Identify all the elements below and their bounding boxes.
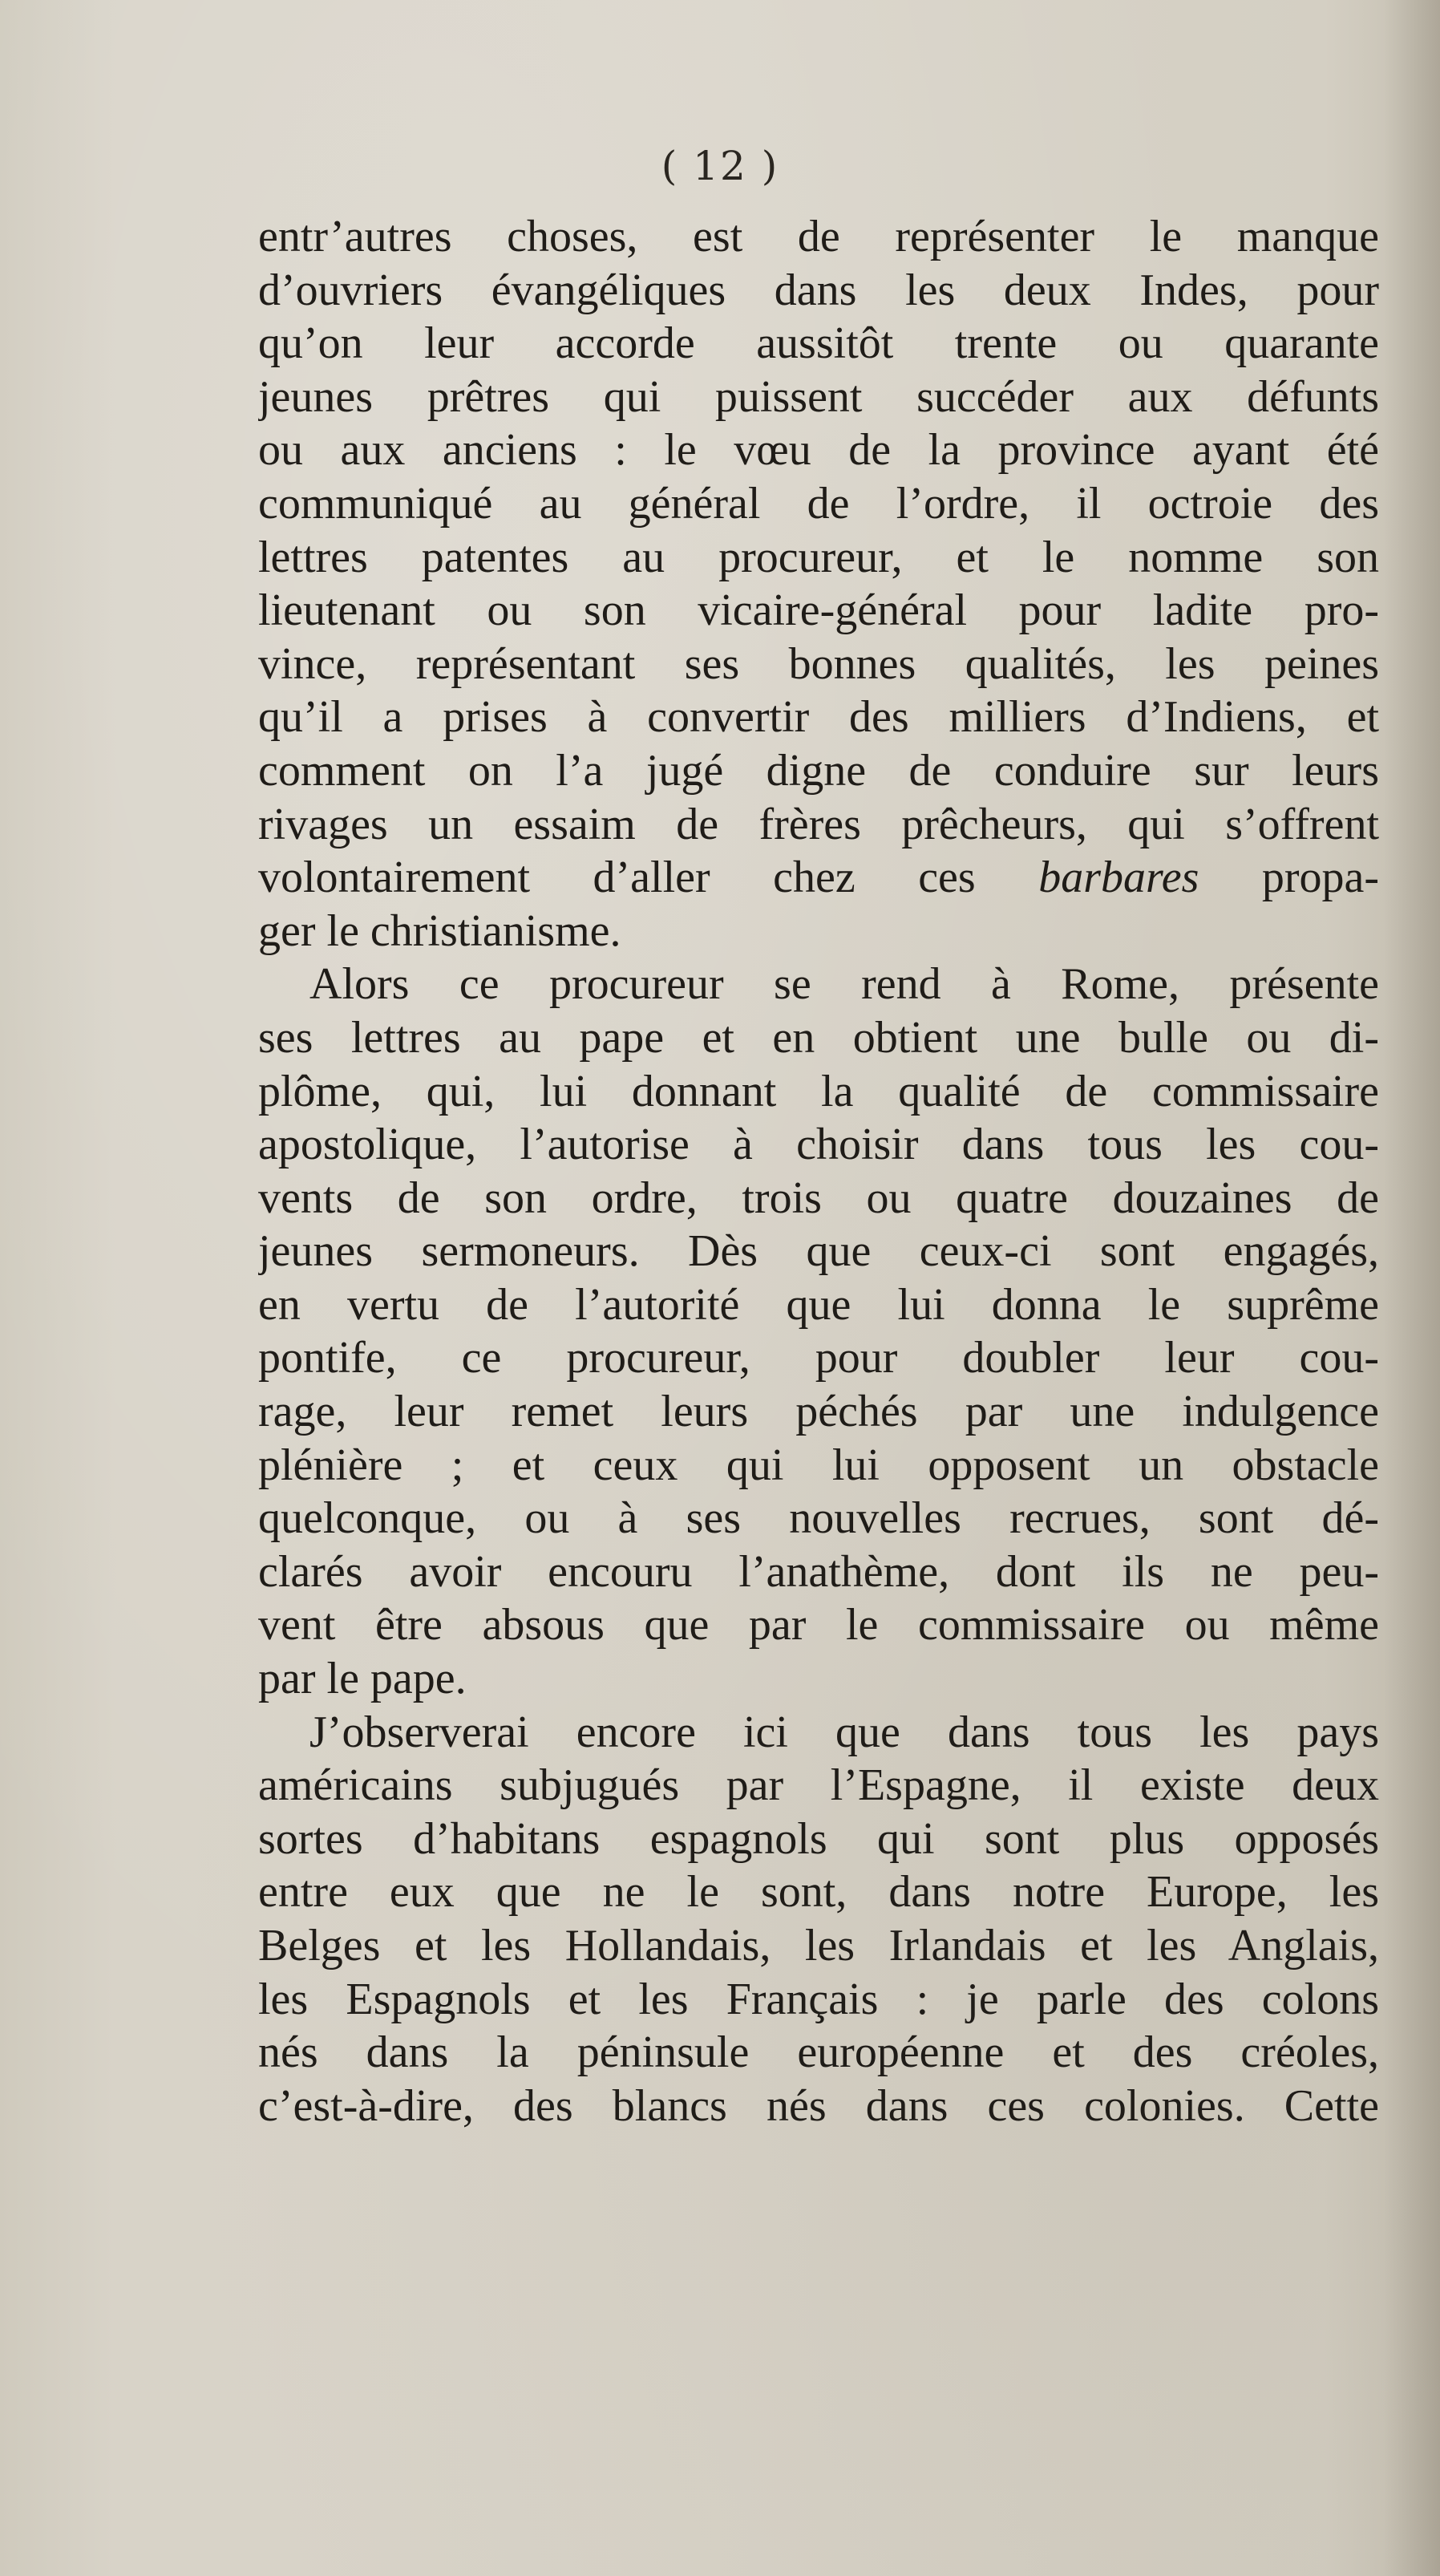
text-line: qu’on leur accorde aussitôt trente ou quarante	[258, 318, 1379, 369]
text-line: nés dans la péninsule européenne et des créoles,	[258, 2027, 1379, 2078]
text-line: ses lettres au pape et en obtient une bulle ou di-	[258, 1012, 1379, 1063]
text-line: entre eux que ne le sont, dans notre Europe, les	[258, 1867, 1379, 1918]
text-line: plôme, qui, lui donnant la qualité de commissaire	[258, 1066, 1379, 1116]
text-line: vents de son ordre, trois ou quatre douzaines de	[258, 1173, 1379, 1223]
text-segment: propa-	[1261, 853, 1379, 903]
text-line: rivages un essaim de frères prêcheurs, qui s’offrent	[258, 799, 1379, 849]
italic-word: barbares	[1038, 853, 1199, 903]
text-line: entr’autres choses, est de représenter le manque	[258, 212, 1379, 261]
text-line: en vertu de l’autorité que lui donna le suprême	[258, 1279, 1379, 1330]
text-line: lettres patentes au procureur, et le nomme son	[258, 532, 1379, 582]
text-line: apostolique, l’autorise à choisir dans tous les cou-	[258, 1120, 1379, 1170]
body-text	[258, 210, 1379, 2132]
text-line: Belges et les Hollandais, les Irlandais et les Anglais,	[258, 1921, 1379, 1970]
spine-shadow	[1384, 0, 1440, 2576]
text-line: qu’il a prises à convertir des milliers d’Indiens, et	[258, 692, 1379, 743]
text-line: quelconque, ou à ses nouvelles recrues, sont dé-	[258, 1493, 1379, 1544]
page-number: ( 12 )	[661, 143, 779, 189]
paragraph-start-line: J’observerai encore ici que dans tous les pays	[309, 1707, 1379, 1757]
text-line: vince, représentant ses bonnes qualités, les peines	[258, 638, 1379, 689]
paragraph-start-line: Alors ce procureur se rend à Rome, présente	[309, 959, 1379, 1010]
text-line: d’ouvriers évangéliques dans les deux Indes, pour	[258, 265, 1379, 315]
text-line: pontife, ce procureur, pour doubler leur cou-	[258, 1333, 1379, 1383]
text-line: vent être absous que par le commissaire ou même	[258, 1600, 1379, 1651]
text-line: communiqué au général de l’ordre, il octroie des	[258, 478, 1379, 529]
text-line: comment on l’a jugé digne de conduire sur leurs	[258, 745, 1379, 796]
text-line: c’est-à-dire, des blancs nés dans ces colonies. Cette	[258, 2080, 1379, 2131]
text-line: américains subjugués par l’Espagne, il existe deux	[258, 1760, 1379, 1811]
text-line: rage, leur remet leurs péchés par une indulgence	[258, 1387, 1379, 1437]
text-line: plénière ; et ceux qui lui opposent un obstacle	[258, 1440, 1379, 1490]
text-line	[258, 851, 1379, 905]
text-line: les Espagnols et les Français : je parle des colons	[258, 1974, 1379, 2024]
text-line: sortes d’habitans espagnols qui sont plus opposés	[258, 1813, 1379, 1864]
text-line: ou aux anciens : le vœu de la province ayant été	[258, 425, 1379, 476]
text-line: jeunes sermoneurs. Dès que ceux-ci sont engagés,	[258, 1226, 1379, 1277]
text-line: jeunes prêtres qui puissent succéder aux défunts	[258, 371, 1379, 422]
text-line: clarés avoir encouru l’anathème, dont ils ne peu-	[258, 1546, 1379, 1597]
text-line: lieutenant ou son vicaire-général pour ladite pro-	[258, 585, 1379, 636]
text-line: ger le christianisme.	[258, 905, 621, 956]
text-line: par le pape.	[258, 1654, 467, 1704]
text-segment: volontairement d’aller chez ces	[258, 853, 976, 903]
